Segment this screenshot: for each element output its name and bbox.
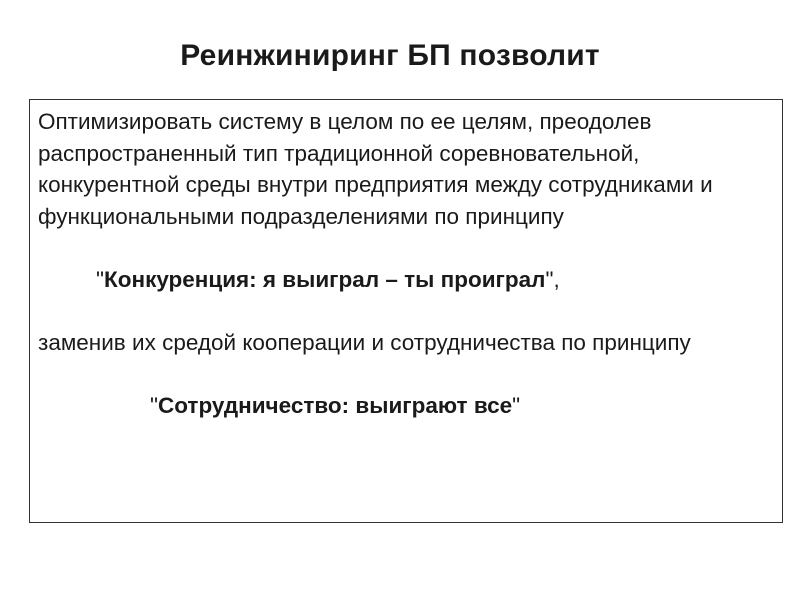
quote-competition: [38, 264, 774, 296]
content-box: [29, 99, 783, 523]
slide-title: Реинжиниринг БП позволит: [180, 39, 600, 72]
quote-cooperation-text: Сотрудничество: выиграют все: [158, 392, 513, 418]
spacer: [38, 358, 774, 390]
spacer: [38, 295, 774, 327]
quote-cooperation: [38, 390, 774, 422]
paragraph-replace: заменив их средой кооперации и сотрудничества по принципу: [38, 329, 691, 355]
quote-close-mark: ": [512, 392, 521, 418]
quote-open-mark: ": [150, 392, 158, 418]
quote-competition-text: Конкуренция: я выиграл – ты проиграл: [104, 266, 546, 292]
quote-close-mark: ",: [545, 266, 560, 292]
paragraph-optimize: Оптимизировать систему в целом по ее целям, преодолев распространенный тип традиционной соревновательной, конкурентной среды внутри предприятия между сотрудниками и функциональными подразделениями по принципу: [38, 109, 713, 229]
quote-open-mark: ": [96, 266, 104, 292]
spacer: [38, 232, 774, 264]
